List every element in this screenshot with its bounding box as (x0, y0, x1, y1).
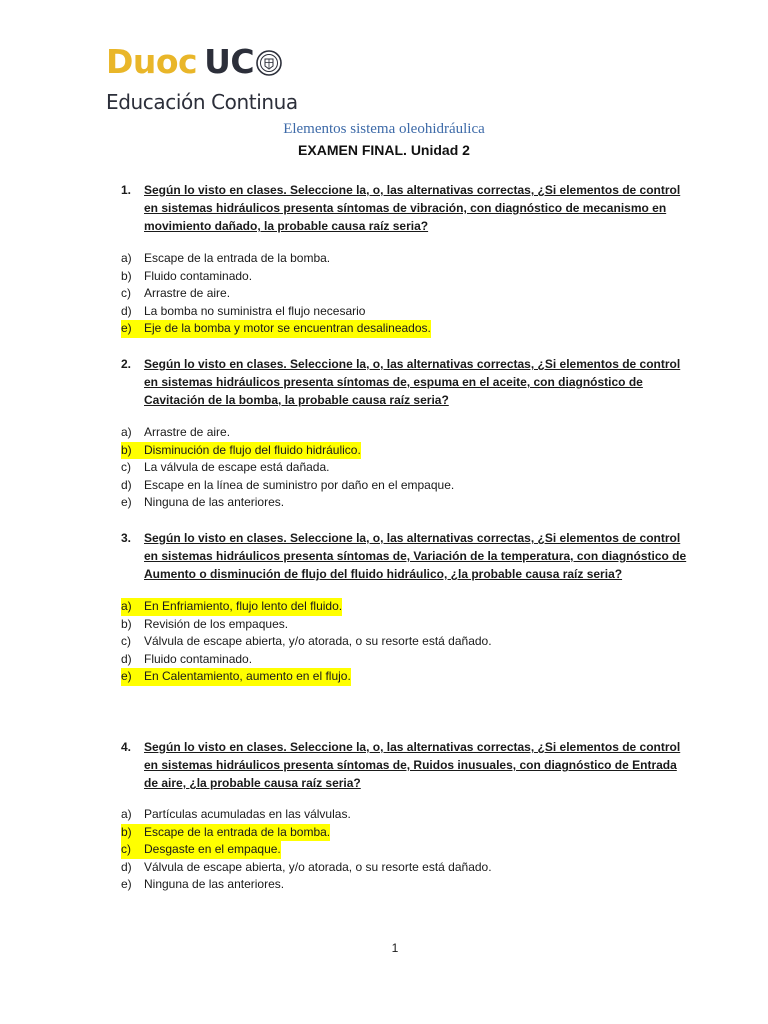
option-label: c) (121, 841, 144, 859)
option-item (121, 250, 431, 268)
exam-subtitle: EXAMEN FINAL. Unidad 2 (298, 142, 470, 158)
option-text: Ninguna de las anteriores. (144, 495, 285, 509)
option-label: c) (121, 634, 131, 648)
option-text: Fluido contaminado. (144, 268, 253, 283)
option-label: e) (121, 877, 132, 891)
option-item (121, 651, 492, 669)
option-label: b) (121, 268, 132, 283)
question-number: 4. (121, 740, 132, 754)
option-item (121, 616, 492, 634)
option-label: d) (121, 303, 132, 318)
option-text: Arrastre de aire. (144, 425, 231, 439)
option-text: Partículas acumuladas en las válvulas. (144, 807, 351, 821)
question-4-options (121, 806, 492, 894)
logo-subtitle: Educación Continua (106, 90, 298, 114)
option-label: a) (121, 807, 132, 821)
university-seal-icon (256, 48, 282, 78)
page-number: 1 (391, 941, 399, 955)
option-label: d) (121, 859, 132, 874)
option-item (121, 268, 431, 286)
option-item (121, 841, 492, 859)
option-item (121, 285, 431, 303)
option-label: e) (121, 320, 144, 338)
question-number: 2. (121, 357, 132, 371)
question-3-options (121, 598, 492, 686)
option-item (121, 806, 492, 824)
option-label: e) (121, 495, 132, 509)
option-label: a) (121, 425, 132, 439)
option-item (121, 442, 454, 460)
option-item (121, 633, 492, 651)
option-label: d) (121, 477, 132, 492)
option-text: Escape de la entrada de la bomba. (144, 251, 331, 265)
option-text: Disminución de flujo del fluido hidráulico. (144, 442, 361, 460)
option-item (121, 320, 431, 338)
option-text: En Enfriamiento, flujo lento del fluido. (144, 598, 342, 616)
logo-brand (106, 40, 282, 84)
option-item (121, 668, 492, 686)
option-text: Desgaste en el empaque. (144, 841, 281, 859)
option-text: Válvula de escape abierta, y/o atorada, o su resorte está dañado. (144, 859, 492, 874)
question-number: 3. (121, 531, 132, 545)
option-text: Ninguna de las anteriores. (144, 877, 285, 891)
option-label: b) (121, 442, 144, 460)
option-text: Escape en la línea de suministro por daño en el empaque. (144, 477, 455, 492)
duoc-uc-logo (106, 40, 296, 118)
option-item (121, 303, 431, 321)
option-text: Arrastre de aire. (144, 286, 231, 300)
option-label: a) (121, 598, 144, 616)
option-item (121, 424, 454, 442)
option-item (121, 459, 454, 477)
option-item (121, 477, 454, 495)
document-title: Elementos sistema oleohidráulica (283, 121, 485, 137)
option-text: La bomba no suministra el flujo necesario (144, 303, 366, 318)
option-text: Revisión de los empaques. (144, 616, 289, 631)
option-text: La válvula de escape está dañada. (144, 460, 330, 474)
option-item (121, 824, 492, 842)
option-text: Fluido contaminado. (144, 651, 253, 666)
question-text: Según lo visto en clases. Seleccione la, o, las alternativas correctas, ¿Si elementos de control en sistemas hidráulicos presenta síntomas de vibración, con diagnóstico de mecanismo en movimiento dañado, la probable causa raíz seria? (144, 183, 681, 233)
option-label: a) (121, 251, 132, 265)
question-2-options (121, 424, 454, 512)
option-text: Eje de la bomba y motor se encuentran desalineados. (144, 320, 431, 338)
question-text: Según lo visto en clases. Seleccione la, o, las alternativas correctas, ¿Si elementos de control en sistemas hidráulicos presenta síntomas de, espuma en el aceite, con diagnóstico de Cavitación de la bomba, la probable causa raíz seria? (144, 357, 681, 407)
question-number: 1. (121, 183, 132, 197)
question-1-options (121, 250, 431, 338)
option-label: e) (121, 668, 144, 686)
option-label: d) (121, 651, 132, 666)
logo-brand-uc: UC (204, 42, 255, 81)
option-item (121, 598, 492, 616)
logo-brand-duoc: Duoc (106, 42, 198, 81)
question-text: Según lo visto en clases. Seleccione la, o, las alternativas correctas, ¿Si elementos de control en sistemas hidráulicos presenta síntomas de, Ruidos inusuales, con diagnóstico de Entrada de aire, ¿la probable causa raíz seria? (144, 740, 681, 790)
option-text: Escape de la entrada de la bomba. (144, 824, 330, 842)
option-item (121, 859, 492, 877)
option-label: c) (121, 286, 131, 300)
option-text: Válvula de escape abierta, y/o atorada, o su resorte está dañado. (144, 634, 492, 648)
option-label: b) (121, 616, 132, 631)
option-item (121, 494, 454, 512)
question-text: Según lo visto en clases. Seleccione la, o, las alternativas correctas, ¿Si elementos de control en sistemas hidráulicos presenta síntomas de, Variación de la temperatura, con diagnóstico de Aumento o disminución de flujo del fluido hidráulico, ¿la probable causa raíz seria? (144, 531, 687, 581)
option-label: c) (121, 460, 131, 474)
option-label: b) (121, 824, 144, 842)
option-item (121, 876, 492, 894)
option-text: En Calentamiento, aumento en el flujo. (144, 668, 351, 686)
